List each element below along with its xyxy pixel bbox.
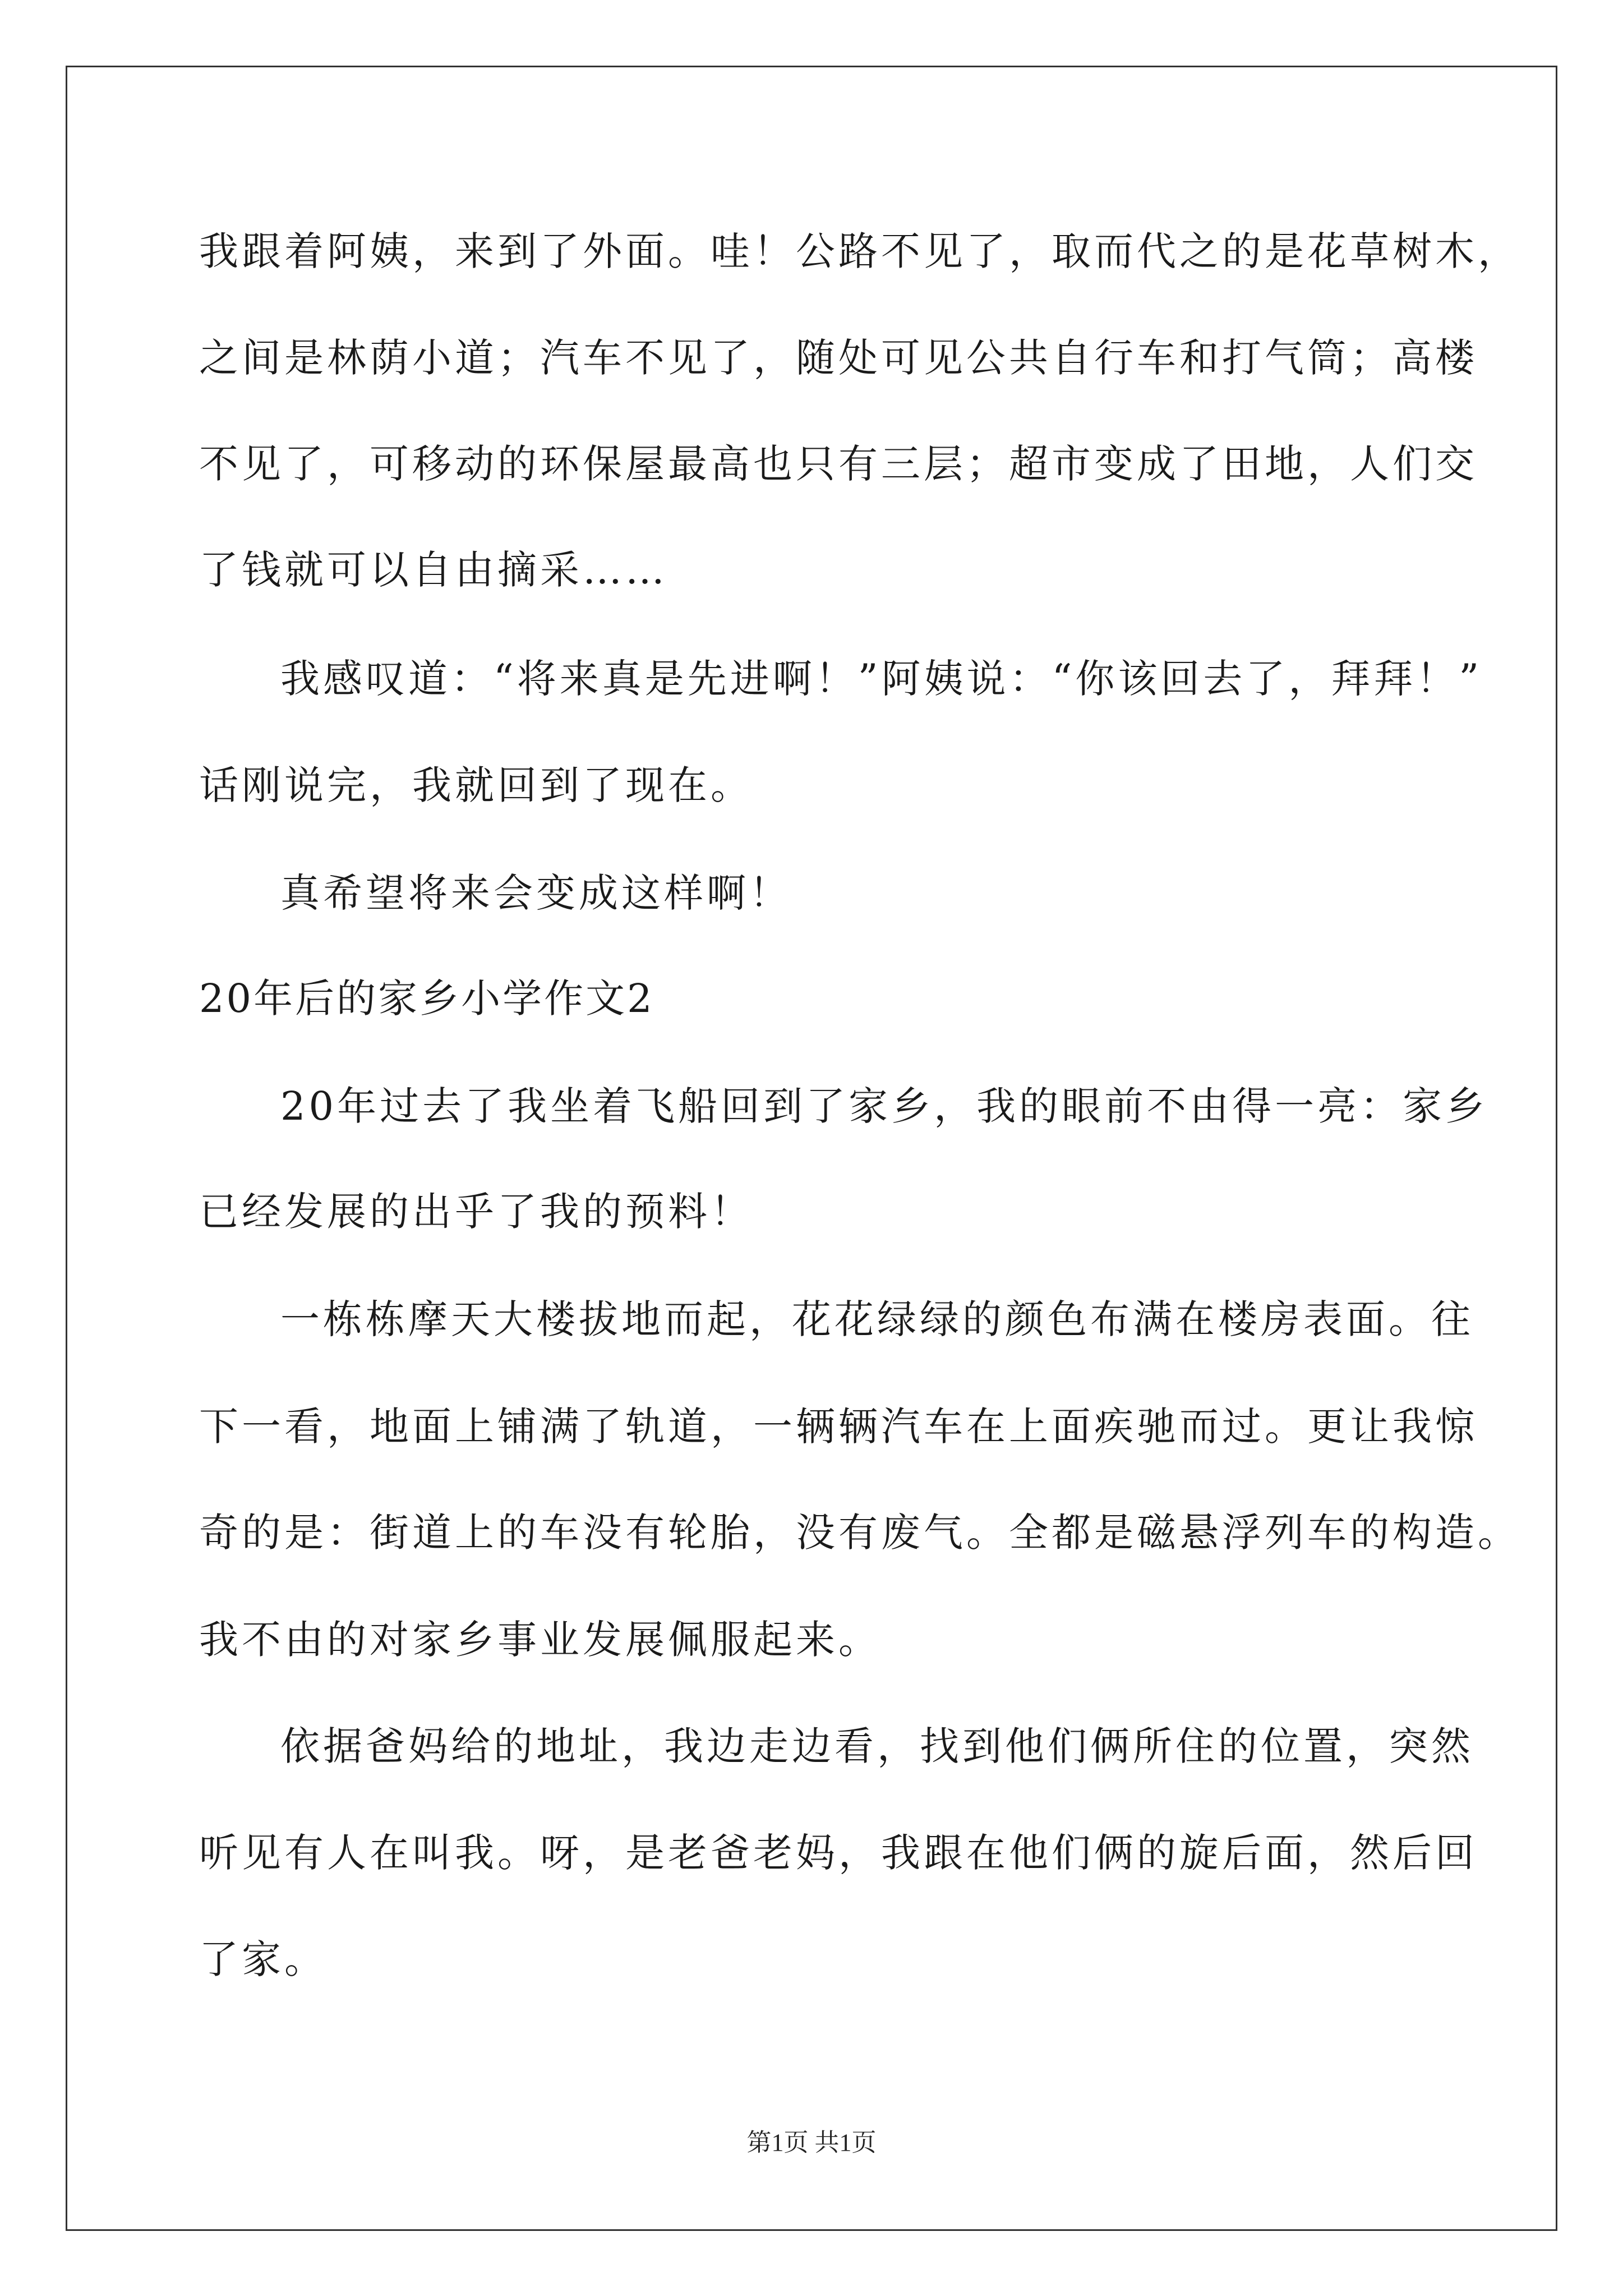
text-line-4: 了钱就可以自由摘采…… [199,547,668,593]
text-line-11: 一栋栋摩天大楼拔地而起，花花绿绿的颜色布满在楼房表面。往 [280,1296,1474,1342]
text-line-9: 20年过去了我坐着飞船回到了家乡，我的眼前不由得一亮：家乡 [280,1083,1488,1129]
page-footer: 第1页 共1页 [746,2129,877,2156]
section-heading: 20年后的家乡小学作文2 [199,976,654,1022]
text-line-10: 已经发展的出乎了我的预料！ [199,1189,753,1235]
text-line-17: 了家。 [199,1936,327,1982]
text-line-2: 之间是林荫小道；汽车不见了，随处可见公共自行车和打气筒；高楼 [199,335,1478,381]
text-line-1: 我跟着阿姨，来到了外面。哇！公路不见了，取而代之的是花草树木， [199,228,1520,274]
text-line-3: 不见了，可移动的环保屋最高也只有三层；超市变成了田地，人们交 [199,441,1478,487]
text-line-12: 下一看，地面上铺满了轨道，一辆辆汽车在上面疾驰而过。更让我惊 [199,1404,1478,1450]
text-line-5: 我感叹道：“将来真是先进啊！”阿姨说：“你该回去了，拜拜！” [280,656,1483,702]
text-line-7: 真希望将来会变成这样啊！ [280,870,792,916]
text-line-6: 话刚说完，我就回到了现在。 [199,762,753,808]
text-line-13: 奇的是：街道上的车没有轮胎，没有废气。全都是磁悬浮列车的构造。 [199,1510,1520,1556]
page-border [66,66,1557,2231]
text-line-14: 我不由的对家乡事业发展佩服起来。 [199,1617,881,1663]
text-line-15: 依据爸妈给的地址，我边走边看，找到他们俩所住的位置，突然 [280,1723,1474,1769]
text-line-16: 听见有人在叫我。呀，是老爸老妈，我跟在他们俩的旋后面，然后回 [199,1830,1478,1876]
